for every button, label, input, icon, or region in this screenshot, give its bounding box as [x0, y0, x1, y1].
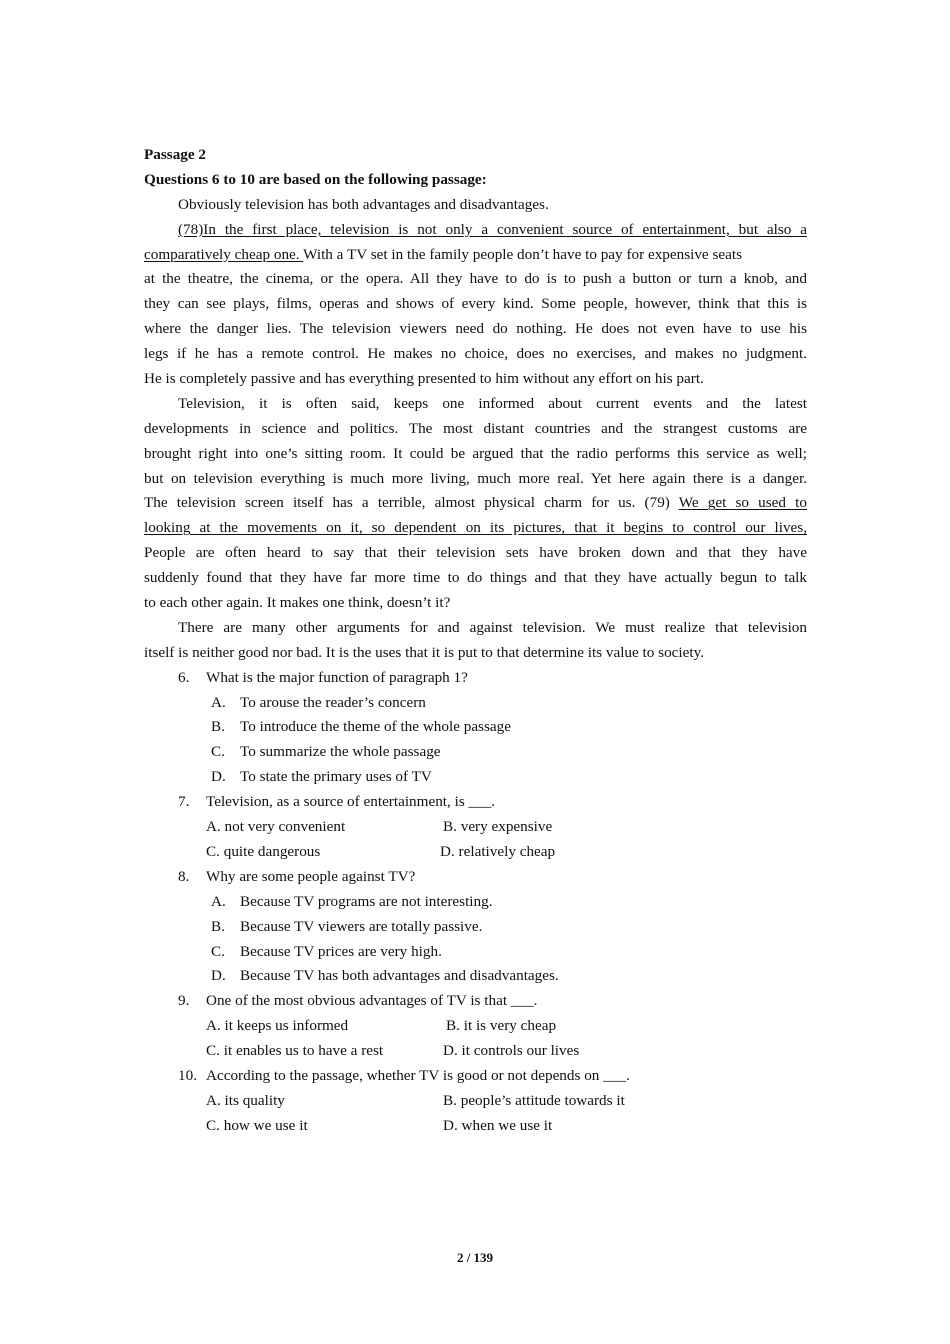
underlined-sentence-78-end: comparatively cheap one.	[144, 245, 304, 263]
option-a: A. it keeps us informed	[206, 1017, 349, 1035]
option-c: C. Because TV prices are very high.	[211, 942, 442, 960]
question-number: 7.	[178, 793, 190, 811]
question-7	[144, 790, 807, 865]
option-d: D. Because TV has both advantages and disadvantages.	[211, 967, 559, 985]
underlined-sentence-79-end: looking at the movements on it, so dependent on its pictures, that it begins to control our lives,	[144, 519, 807, 537]
question-text: One of the most obvious advantages of TV is that ___.	[206, 992, 538, 1010]
option-b: B. To introduce the theme of the whole passage	[211, 718, 511, 736]
paragraph-2: (78)In the first place, television is not only a convenient source of entertainment, but also a comparatively cheap one. With a TV set in the family people don’t have to pay for expensive seats at the theatre, the cinema, or the opera. All they have to do is to push a button or turn a knob, and they can see plays, films, operas and shows of every kind. Some people, however, think that this is where the danger lies. The television viewers need do nothing. He does not even have to use his legs if he has a remote control. He makes no choice, does no exercises, and makes no judgment. He is completely passive and has everything presented to him without any effort on his part.	[144, 218, 807, 392]
question-text: Why are some people against TV?	[206, 867, 416, 885]
underlined-sentence-79: We get so used to	[678, 494, 807, 512]
question-number: 9.	[178, 992, 190, 1010]
paragraph-4: There are many other arguments for and against television. We must realize that television itself is neither good nor bad. It is the uses that it is put to that determine its value to society.	[144, 618, 807, 661]
option-d: D. To state the primary uses of TV	[211, 768, 432, 786]
option-d: D. when we use it	[443, 1116, 553, 1134]
option-b: B. it is very cheap	[446, 1017, 557, 1035]
option-a: A. Because TV programs are not interesting.	[211, 892, 493, 910]
option-c: C. it enables us to have a rest	[206, 1042, 384, 1060]
question-text: What is the major function of paragraph 1?	[206, 668, 468, 686]
question-6	[144, 666, 807, 790]
question-number: 6.	[178, 668, 190, 686]
option-a: A. To arouse the reader’s concern	[211, 693, 426, 711]
question-text: Television, as a source of entertainment, is ___.	[206, 793, 496, 811]
option-b: B. Because TV viewers are totally passive.	[211, 917, 483, 935]
option-c: C. how we use it	[206, 1116, 308, 1134]
paragraph-3: Television, it is often said, keeps one informed about current events and the latest developments in science and politics. The most distant countries and the strangest customs are brought right into one’s sitting room. It could be argued that the radio performs this service as well; but on television everything is much more living, much more real. Yet here again there is a danger. The television screen itself has a terrible, almost physical charm for us. (79) We get so used to looking at the movements on it, so dependent on its pictures, that it begins to control our lives, People are often heard to say that their television sets have broken down and that they have suddenly found that they have far more time to do things and that they have actually begun to talk to each other again. It makes one think, doesn’t it?	[144, 394, 807, 612]
paragraph-1: Obviously television has both advantages and disadvantages.	[178, 195, 549, 213]
question-10	[144, 1064, 807, 1139]
passage-title: Passage 2	[144, 146, 207, 163]
question-number: 8.	[178, 867, 190, 885]
page-content	[144, 143, 807, 1139]
option-c: C. To summarize the whole passage	[211, 743, 441, 761]
option-b: B. very expensive	[443, 818, 553, 836]
option-d: D. relatively cheap	[440, 842, 556, 860]
underlined-sentence-78: (78)In the first place, television is not only a convenient source of entertainment, but also a	[178, 220, 807, 238]
option-b: B. people’s attitude towards it	[443, 1091, 625, 1109]
page-number: 2 / 139	[456, 1250, 494, 1265]
instructions: Questions 6 to 10 are based on the following passage:	[144, 170, 487, 188]
option-d: D. it controls our lives	[443, 1042, 580, 1060]
question-text: According to the passage, whether TV is good or not depends on ___.	[206, 1066, 630, 1084]
option-a: A. its quality	[206, 1091, 285, 1109]
option-a: A. not very convenient	[206, 818, 346, 836]
option-c: C. quite dangerous	[206, 842, 321, 860]
question-number: 10.	[178, 1066, 197, 1084]
question-9	[144, 989, 807, 1064]
question-8	[144, 865, 807, 989]
